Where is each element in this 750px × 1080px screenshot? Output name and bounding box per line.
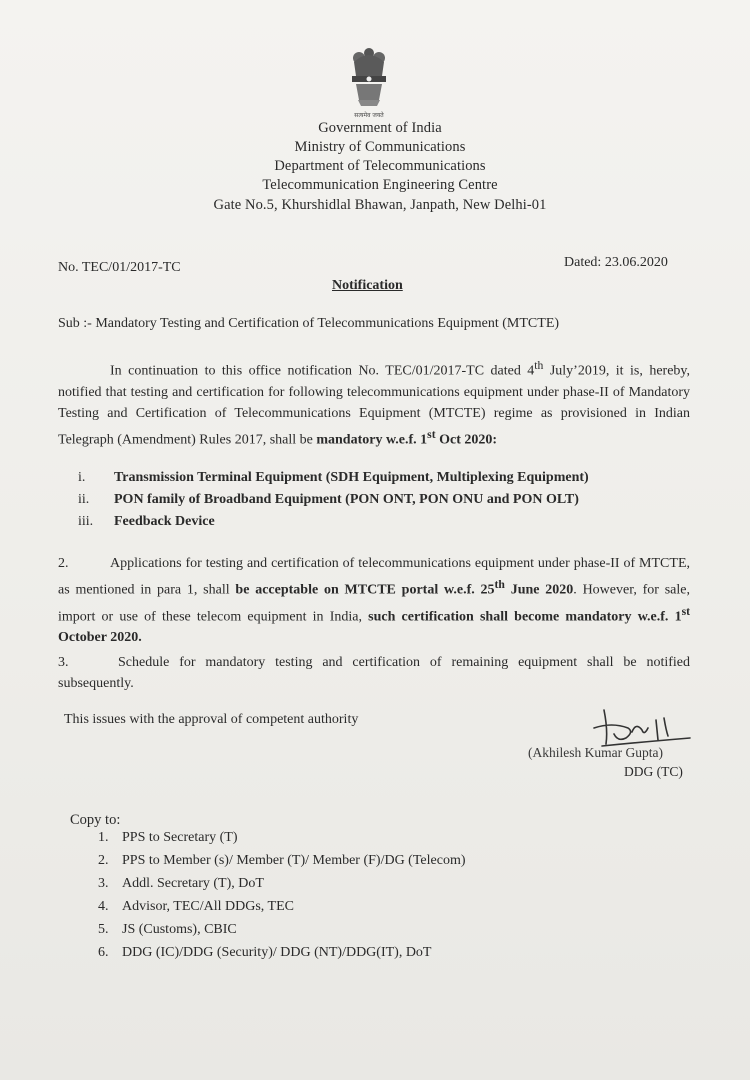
list-item [98,830,237,846]
list-item [98,922,237,938]
list-item-number: ii. [78,492,90,507]
header-line-4: Telecommunication Engineering Centre [262,177,498,193]
p2-bold-1: be acceptable on MTCTE portal w.e.f. 25 [235,582,495,598]
list-item [78,470,698,490]
paragraph-2 [58,553,690,648]
p1-bold-sup: st [427,427,436,441]
header-line-2: Ministry of Communications [294,139,466,155]
paragraph-3 [58,652,690,694]
list-item-text: Transmission Terminal Equipment (SDH Equipment, Multiplexing Equipment) [114,470,589,485]
p2-bold-3: such certification shall become mandatory w.e.f. 1 [368,609,682,625]
list-item [98,876,264,892]
header-line-1: Government of India [318,120,442,136]
p1-sup-1: th [534,359,544,372]
list-item-number: iii. [78,514,94,529]
p2-text-2: . However, for sale, import or use of these telecom equipment in India, [58,582,690,625]
list-item [98,945,431,961]
approval-line: This issues with the approval of competent authority [64,712,359,727]
para-2-number: 2. [58,556,69,571]
list-item-text: DDG (IC)/DDG (Security)/ DDG (NT)/DDG(IT), DoT [122,945,432,960]
list-item-text: JS (Customs), CBIC [122,922,237,937]
list-item [78,514,698,534]
list-item [98,853,466,869]
date: Dated: 23.06.2020 [564,255,668,270]
list-item-number: 5. [98,922,109,937]
paragraph-1 [58,355,690,450]
header-line-3: Department of Telecommunications [274,158,486,174]
list-item-number: 3. [98,876,109,891]
document-title: Notification [332,278,403,293]
p2-bold-sup-2: st [681,604,690,618]
p1-bold-1: mandatory w.e.f. 1 [316,432,428,448]
p2-text-3: . [138,630,142,646]
signatory-designation: DDG (TC) [624,764,683,779]
copy-to-label: Copy to: [70,812,121,828]
list-item-number: 6. [98,945,109,960]
list-item-number: i. [78,470,86,485]
p1-text-1: In continuation to this office notification No. TEC/01/2017-TC dated 4 [110,363,535,379]
list-item-text: PPS to Secretary (T) [122,830,238,845]
signatory-name: (Akhilesh Kumar Gupta) [528,745,663,760]
p2-bold-4: October 2020 [58,630,139,646]
list-item-text: PON family of Broadband Equipment (PON ONT, PON ONU and PON OLT) [114,492,579,507]
list-item-text: PPS to Member (s)/ Member (T)/ Member (F)/DG (Telecom) [122,853,466,868]
p2-bold-sup-1: th [494,578,505,591]
national-emblem-icon [344,44,394,120]
para-3-number: 3. [58,655,69,670]
header-line-5: Gate No.5, Khurshidlal Bhawan, Janpath, New Delhi-01 [213,197,547,213]
p3-text: Schedule for mandatory testing and certification of remaining equipment shall be notified subsequently. [58,655,690,691]
list-item-text: Advisor, TEC/All DDGs, TEC [122,899,294,914]
list-item-text: Addl. Secretary (T), DoT [122,876,264,891]
list-item-number: 4. [98,899,109,914]
list-item [78,492,698,512]
list-item [98,899,294,915]
list-item-number: 2. [98,853,109,868]
reference-number: No. TEC/01/2017-TC [58,260,181,275]
p1-bold-2: Oct 2020 [435,432,493,448]
emblem-caption: सत्यमेव जयते [354,112,384,119]
p1-text-3: : [492,432,498,448]
list-item-text: Feedback Device [114,514,215,529]
p2-text-1: Applications for testing and certification of telecommunications equipment under phase-II of MTCTE, as mentioned in para 1, shall [58,556,690,598]
p2-bold-2: June 2020 [504,582,574,598]
p1-text-2: July’2019, it is, hereby, notified that testing and certification for following telecommunications equipment under phase-II of Mandatory Testing and Certification of Telecommunications Equipment (MTCTE) regime as provisioned in Indian Telegraph (Amendment) Rules 2017, shall be [58,363,690,448]
list-item-number: 1. [98,830,109,845]
subject-line: Sub :- Mandatory Testing and Certification of Telecommunications Equipment (MTCTE) [58,316,560,331]
